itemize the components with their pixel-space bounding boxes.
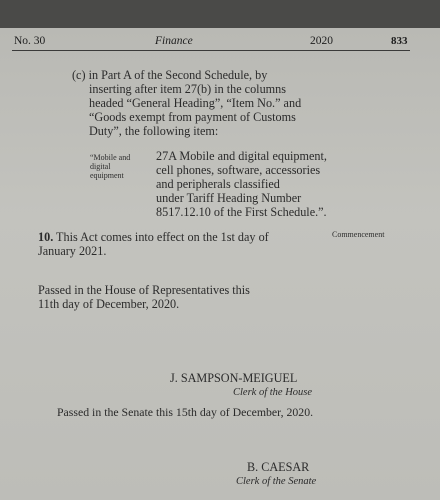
- clerk-house-name: J. SAMPSON-MEIGUEL: [170, 371, 298, 385]
- clerk-senate-title: Clerk of the Senate: [236, 476, 317, 487]
- passed-senate-statement: Passed in the Senate this 15th day of December, 2020.: [57, 405, 314, 419]
- clerk-senate-name: B. CAESAR: [247, 460, 310, 474]
- header-rule: [12, 50, 410, 51]
- act-number: No. 30: [14, 35, 46, 47]
- passed-house-line: Passed in the House of Representatives this: [38, 283, 250, 297]
- section-10: [38, 230, 269, 258]
- section-number: 10.: [38, 230, 54, 244]
- item-line: under Tariff Heading Number: [156, 191, 302, 205]
- paragraph-c-line: headed “General Heading”, “Item No.” and: [89, 96, 302, 110]
- item-line: and peripherals classified: [156, 177, 280, 191]
- item-27a: [156, 149, 327, 219]
- passed-house-statement: [38, 283, 250, 311]
- item-line: cell phones, software, accessories: [156, 163, 321, 177]
- commencement-margin-note: Commencement: [332, 230, 385, 239]
- act-title: Finance: [155, 35, 193, 47]
- margin-note-line: “Mobile and: [90, 153, 131, 162]
- item-line: 8517.12.10 of the First Schedule.”.: [156, 205, 327, 219]
- paragraph-c-line: (c) in Part A of the Second Schedule, by: [72, 68, 268, 82]
- margin-note-line: equipment: [90, 171, 124, 180]
- passed-house-line: 11th day of December, 2020.: [38, 297, 180, 311]
- section-10-text: This Act comes into effect on the 1st day of: [53, 230, 269, 244]
- paragraph-c-line: inserting after item 27(b) in the columns: [89, 82, 286, 96]
- clerk-house-title: Clerk of the House: [233, 387, 313, 398]
- document-page: [0, 28, 440, 500]
- paragraph-c: [72, 68, 301, 138]
- paragraph-c-line: “Goods exempt from payment of Customs: [89, 110, 296, 124]
- item-line: 27A Mobile and digital equipment,: [156, 149, 327, 163]
- item-margin-note: [90, 153, 130, 180]
- section-10-text: January 2021.: [38, 244, 107, 258]
- margin-note-line: digital: [90, 162, 111, 171]
- act-year: 2020: [310, 35, 333, 47]
- page-number: 833: [391, 35, 408, 47]
- paragraph-c-line: Duty”, the following item:: [89, 124, 219, 138]
